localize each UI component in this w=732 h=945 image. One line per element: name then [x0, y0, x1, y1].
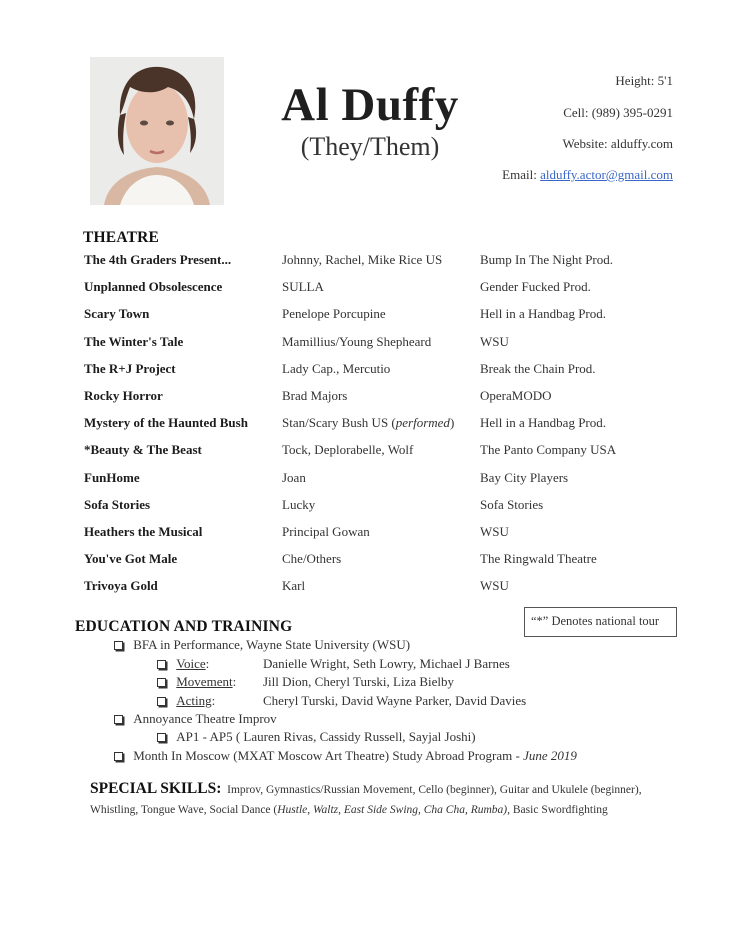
website-info: Website: alduffy.com — [562, 136, 673, 151]
company-name: WSU — [480, 578, 509, 594]
theatre-row — [84, 524, 684, 544]
company-name: WSU — [480, 333, 509, 349]
theatre-row — [84, 252, 684, 272]
company-name: Bay City Players — [480, 469, 569, 485]
role-text: Joan — [282, 469, 306, 485]
checkbox-bullet-icon — [114, 752, 123, 761]
theatre-row — [84, 306, 684, 326]
show-title: The R+J Project — [84, 360, 176, 376]
role-text: SULLA — [282, 279, 324, 295]
role-text: Che/Others — [282, 551, 342, 567]
role-name — [282, 470, 306, 486]
role-name — [282, 524, 370, 540]
theatre-row — [84, 470, 684, 490]
theatre-row — [84, 497, 684, 517]
edu-moscow — [114, 748, 577, 764]
show-title: FunHome — [84, 469, 140, 485]
edu-movement-people: Jill Dion, Cheryl Turski, Liza Bielby — [263, 674, 455, 689]
national-tour-note: “*” Denotes national tour — [524, 607, 677, 637]
company-name: Gender Fucked Prod. — [480, 279, 591, 295]
company-name: The Panto Company USA — [480, 442, 617, 458]
edu-annoyance-levels — [157, 729, 476, 745]
company-name: Hell in a Handbag Prod. — [480, 306, 607, 322]
role-name — [282, 252, 442, 268]
skills-heading: SPECIAL SKILLS — [90, 780, 217, 797]
show-title: The Winter's Tale — [84, 333, 184, 349]
edu-acting-label: Acting — [176, 693, 212, 708]
theatre-row — [84, 415, 684, 435]
edu-movement-label: Movement — [176, 674, 233, 689]
theatre-row — [84, 279, 684, 299]
company-name: Bump In The Night Prod. — [480, 252, 614, 267]
cell-info: Cell: (989) 395-0291 — [563, 105, 673, 120]
theatre-row — [84, 361, 684, 381]
company-name: The Ringwald Theatre — [480, 551, 597, 567]
show-title: Unplanned Obsolescence — [84, 279, 223, 295]
theatre-row — [84, 551, 684, 571]
company-name: Hell in a Handbag Prod. — [480, 415, 607, 431]
height-info: Height: 5'1 — [615, 73, 673, 88]
edu-voice-people: Danielle Wright, Seth Lowry, Michael J Barnes — [263, 656, 510, 671]
edu-bfa — [114, 637, 410, 653]
checkbox-bullet-icon — [157, 697, 166, 706]
role-text: Penelope Porcupine — [282, 306, 386, 322]
show-title: The 4th Graders Present... — [84, 252, 232, 267]
checkbox-bullet-icon — [157, 733, 166, 742]
special-skills: SPECIAL SKILLS: Improv, Gymnastics/Russian Movement, Cello (beginner), Guitar and Ukulele (beginner), Whistling, Tongue Wave, Social Dance (Hustle, Waltz, East Side Swing, Cha Cha, Rumba), Basic Swordfighting — [90, 780, 642, 816]
theatre-row — [84, 334, 684, 354]
checkbox-bullet-icon — [114, 715, 123, 724]
role-name: Stan/Scary Bush US (performed) — [282, 415, 455, 431]
role-name — [282, 361, 390, 377]
edu-voice: Voice: — [157, 656, 209, 672]
show-title: Mystery of the Haunted Bush — [84, 415, 248, 431]
role-name — [282, 551, 341, 567]
checkbox-bullet-icon — [157, 678, 166, 687]
show-title: Heathers the Musical — [84, 524, 203, 539]
role-text: Tock, Deplorabelle, Wolf — [282, 442, 414, 458]
email-label: Email: — [502, 167, 541, 182]
show-title: You've Got Male — [84, 551, 178, 567]
role-name — [282, 578, 305, 594]
edu-annoyance-text: Annoyance Theatre Improv — [133, 711, 277, 726]
edu-voice-label: Voice — [176, 656, 206, 671]
role-name — [282, 388, 347, 404]
skills-text-end: Basic Swordfighting — [510, 804, 608, 816]
role-name — [282, 497, 315, 513]
role-name — [282, 334, 431, 350]
edu-moscow-date: June 2019 — [523, 748, 577, 763]
skills-text: Improv, Gymnastics/Russian Movement, Cello (beginner), Guitar and Ukulele (beginner), Whistling, Tongue Wave, Social Dance ( — [90, 784, 642, 816]
show-title: Sofa Stories — [84, 496, 151, 512]
checkbox-bullet-icon — [114, 641, 123, 650]
show-title: Scary Town — [84, 306, 150, 322]
role-name — [282, 279, 324, 295]
role-name — [282, 306, 386, 322]
theatre-row — [84, 578, 684, 598]
role-name — [282, 442, 413, 458]
skills-dances: Hustle, Waltz, East Side Swing, Cha Cha, Rumba), — [277, 804, 511, 816]
role-text: Lucky — [282, 496, 316, 512]
theatre-heading: THEATRE — [83, 229, 160, 246]
edu-acting: Acting: — [157, 693, 215, 709]
checkbox-bullet-icon — [157, 660, 166, 669]
role-text: Stan/Scary Bush US — [282, 415, 389, 431]
role-text: Lady Cap., Mercutio — [282, 360, 391, 376]
show-title: Trivoya Gold — [84, 578, 158, 594]
edu-bfa-text: BFA in Performance, Wayne State University (WSU) — [133, 637, 411, 652]
pronouns: (They/Them) — [300, 132, 440, 161]
role-text: Karl — [282, 578, 306, 594]
theatre-row — [84, 442, 684, 462]
company-name: Break the Chain Prod. — [480, 360, 596, 376]
role-note: performed — [395, 415, 450, 431]
actor-name: Al Duffy — [281, 79, 459, 131]
email-link[interactable]: alduffy.actor@gmail.com — [540, 167, 673, 182]
company-name: OperaMODO — [480, 388, 552, 403]
edu-moscow-text: Month In Moscow (MXAT Moscow Art Theatre) Study Abroad Program - — [133, 748, 524, 763]
edu-annoyance — [114, 711, 277, 727]
edu-annoyance-item: AP1 - AP5 ( Lauren Rivas, Cassidy Russell, Sayjal Joshi) — [176, 729, 476, 744]
role-text: Johnny, Rachel, Mike Rice US — [282, 252, 443, 267]
company-name: Sofa Stories — [480, 496, 544, 512]
education-heading: EDUCATION AND TRAINING — [75, 618, 293, 635]
edu-acting-people: Cheryl Turski, David Wayne Parker, David Davies — [263, 693, 527, 708]
edu-movement: Movement: — [157, 674, 236, 690]
show-title: *Beauty & The Beast — [84, 442, 202, 458]
email-info — [502, 167, 673, 183]
role-text: Principal Gowan — [282, 524, 370, 539]
company-name: WSU — [480, 524, 509, 539]
role-text: Mamillius/Young Shepheard — [282, 333, 432, 349]
role-text: Brad Majors — [282, 388, 348, 403]
theatre-row — [84, 388, 684, 408]
show-title: Rocky Horror — [84, 388, 163, 403]
